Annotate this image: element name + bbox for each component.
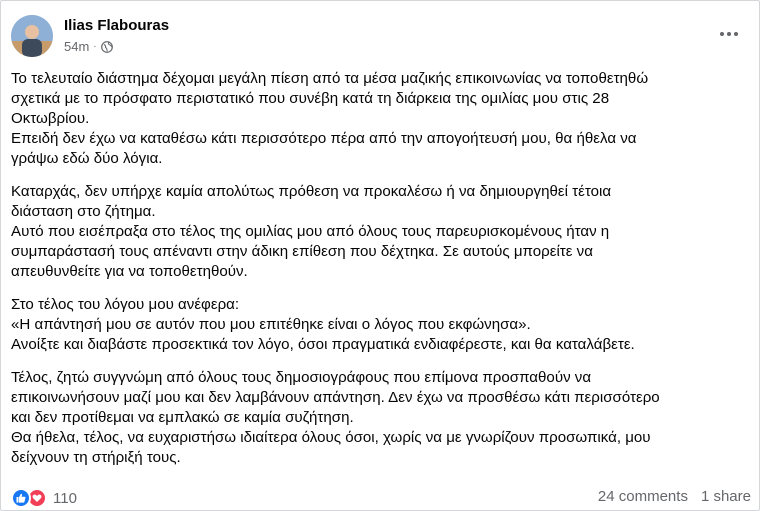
post-paragraph: [11, 182, 741, 282]
meta-separator: ·: [93, 41, 97, 52]
post-paragraph: [11, 295, 741, 355]
post-text-line: συμπαράστασή τους απέναντι στην άδικη επίθεση που δέχτηκα. Σε αυτούς μπορείτε να: [11, 243, 593, 260]
post-text-line: δείχνουν τη στήριξή τους.: [11, 449, 181, 466]
post-text-line: επικοινωνήσουν μαζί μου και δεν λαμβάνουν απάντηση. Δεν έχω να προσθέσω κάτι περισσότερο: [11, 389, 660, 406]
globe-icon: [101, 41, 113, 53]
post-text-line: Αυτό που εισέπραξα στο τέλος της ομιλίας μου από όλους τους παρευρισκομένους ήταν η: [11, 223, 610, 240]
post-header: [11, 12, 751, 58]
author-name[interactable]: Ilias Flabouras: [64, 17, 170, 34]
post-text-line: Θα ήθελα, τέλος, να ευχαριστήσω ιδιαίτερα όλους όσοι, χωρίς να με γνωρίζουν προσωπικά, μου: [11, 429, 651, 446]
post-text-line: Στο τέλος του λόγου μου ανέφερα:: [11, 296, 240, 313]
post-text-line: σχετικά με το πρόσφατο περιστατικό που συνέβη κατά τη διάρκεια της ομιλίας μου στις 28: [11, 90, 610, 107]
post-text-line: Επειδή δεν έχω να καταθέσω κάτι περισσότερο πέρα από την απογοήτευσή μου, θα ήθελα να: [11, 130, 637, 147]
reaction-count: 110: [53, 489, 77, 507]
post-stats: [598, 488, 751, 505]
reactions[interactable]: [11, 488, 77, 508]
more-options-icon[interactable]: [715, 22, 743, 46]
post-body: [11, 69, 741, 481]
post-text-line: απευθυνθείτε για να τοποθετηθούν.: [11, 263, 248, 280]
post-text-line: και δεν προτίθεμαι να εμπλακώ σε καμία συζήτηση.: [11, 409, 354, 426]
like-reaction-icon: [11, 488, 31, 508]
post-paragraph: [11, 368, 741, 468]
post-text-line: «Η απάντησή μου σε αυτόν που μου επιτέθηκε είναι ο λόγος που εκφώνησα».: [11, 316, 531, 333]
avatar[interactable]: [11, 15, 53, 57]
post-text-line: γράψω εδώ δύο λόγια.: [11, 150, 163, 167]
post-time[interactable]: 54m: [64, 39, 90, 54]
post-text-line: Το τελευταίο διάστημα δέχομαι μεγάλη πίεση από τα μέσα μαζικής επικοινωνίας να τοποθετηθώ: [11, 70, 649, 87]
comments-link[interactable]: 24 comments: [597, 488, 688, 505]
post-meta: [64, 39, 113, 54]
post-text-line: Οκτωβρίου.: [11, 110, 90, 127]
post-footer: [11, 488, 751, 510]
post-text-line: Ανοίξτε και διαβάστε προσεκτικά τον λόγο, όσοι πραγματικά ενδιαφέρεστε, και θα καταλάβετε.: [11, 336, 635, 353]
post-paragraph: [11, 69, 741, 169]
post-text-line: διάσταση στο ζήτημα.: [11, 203, 156, 220]
shares-link[interactable]: 1 share: [700, 488, 751, 505]
post-text-line: Καταρχάς, δεν υπήρχε καμία απολύτως πρόθεση να προκαλέσω ή να δημιουργηθεί τέτοια: [11, 183, 612, 200]
post-text-line: Τέλος, ζητώ συγγνώμη από όλους τους δημοσιογράφους που επίμονα προσπαθούν να: [11, 369, 592, 386]
